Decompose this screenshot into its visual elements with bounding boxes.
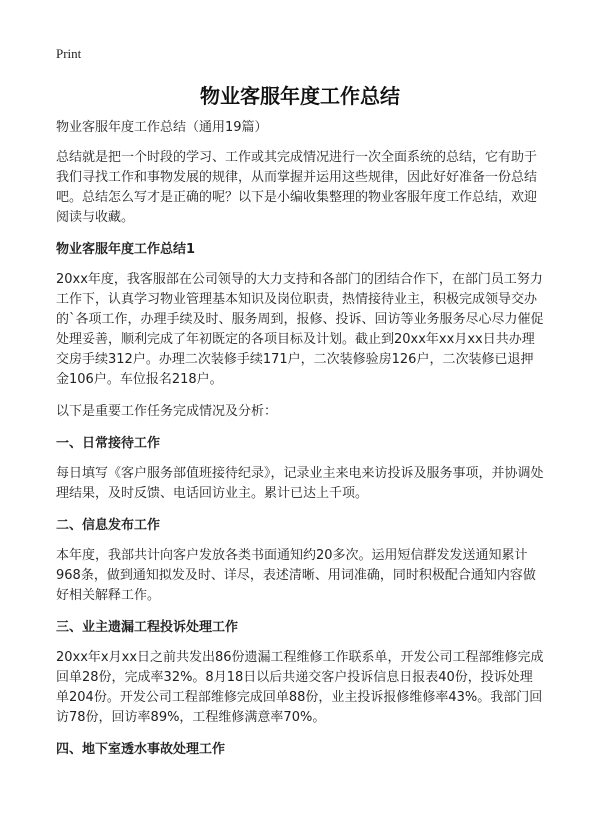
section-heading-1: 物业客服年度工作总结1 — [56, 242, 196, 257]
heading-daily-reception: 一、日常接待工作 — [56, 436, 161, 451]
print-link[interactable]: Print — [56, 46, 82, 61]
page-title: 物业客服年度工作总结 — [200, 84, 400, 108]
heading-info-release: 二、信息发布工作 — [56, 518, 161, 533]
paragraph-complaint-handling: 20xx年x月xx日之前共发出86份遗漏工程维修工作联系单，开发公司工程部维修完成回单28份，完成率32%。8月18日以后共递交客户投诉信息日报表40份，投诉处理单204份。开发公司工程部维修完成回单88份，业主投诉报修维修率43%。我部门回访78份，回访率89%，工程维修满意率70%。 — [56, 650, 544, 725]
intro-paragraph: 总结就是把一个时段的学习、工作或其完成情况进行一次全面系统的总结，它有助于我们寻找工作和事物发展的规律，从而掌握并运用这些规律，因此好好准备一份总结吧。总结怎么写才是正确的呢？以下是小编收集整理的物业客服年度工作总结，欢迎阅读与收藏。 — [56, 150, 538, 225]
document-subtitle: 物业客服年度工作总结（通用19篇） — [56, 120, 268, 135]
section1-paragraph: 20xx年度，我客服部在公司领导的大力支持和各部门的团结合作下，在部门员工努力工作下，认真学习物业管理基本知识及岗位职责，热情接待业主，积极完成领导交办的`各项工作，办理手续及时、服务周到，报修、投诉、回访等业务服务尽心尽力催促处理妥善，顺利完成了年初既定的各项目标及计划。截止到20xx年xx月xx日共办理交房手续312户。办理二次装修手续171户，二次装修验房126户，二次装修已退押金106户。车位报名218户。 — [56, 272, 544, 387]
section1-lead: 以下是重要工作任务完成情况及分析： — [56, 404, 278, 419]
heading-basement-leak: 四、地下室透水事故处理工作 — [56, 742, 226, 757]
document-body — [56, 118, 544, 770]
paragraph-daily-reception: 每日填写《客户服务部值班接待纪录》，记录业主来电来访投诉及服务事项，并协调处理结果，及时反馈、电话回访业主。累计已达上千项。 — [56, 466, 544, 501]
paragraph-info-release: 本年度，我部共计向客户发放各类书面通知约20多次。运用短信群发发送通知累计968条，做到通知拟发及时、详尽，表述清晰、用词准确，同时积极配合通知内容做好相关解释工作。 — [56, 548, 536, 603]
heading-complaint-handling: 三、业主遗漏工程投诉处理工作 — [56, 620, 239, 635]
